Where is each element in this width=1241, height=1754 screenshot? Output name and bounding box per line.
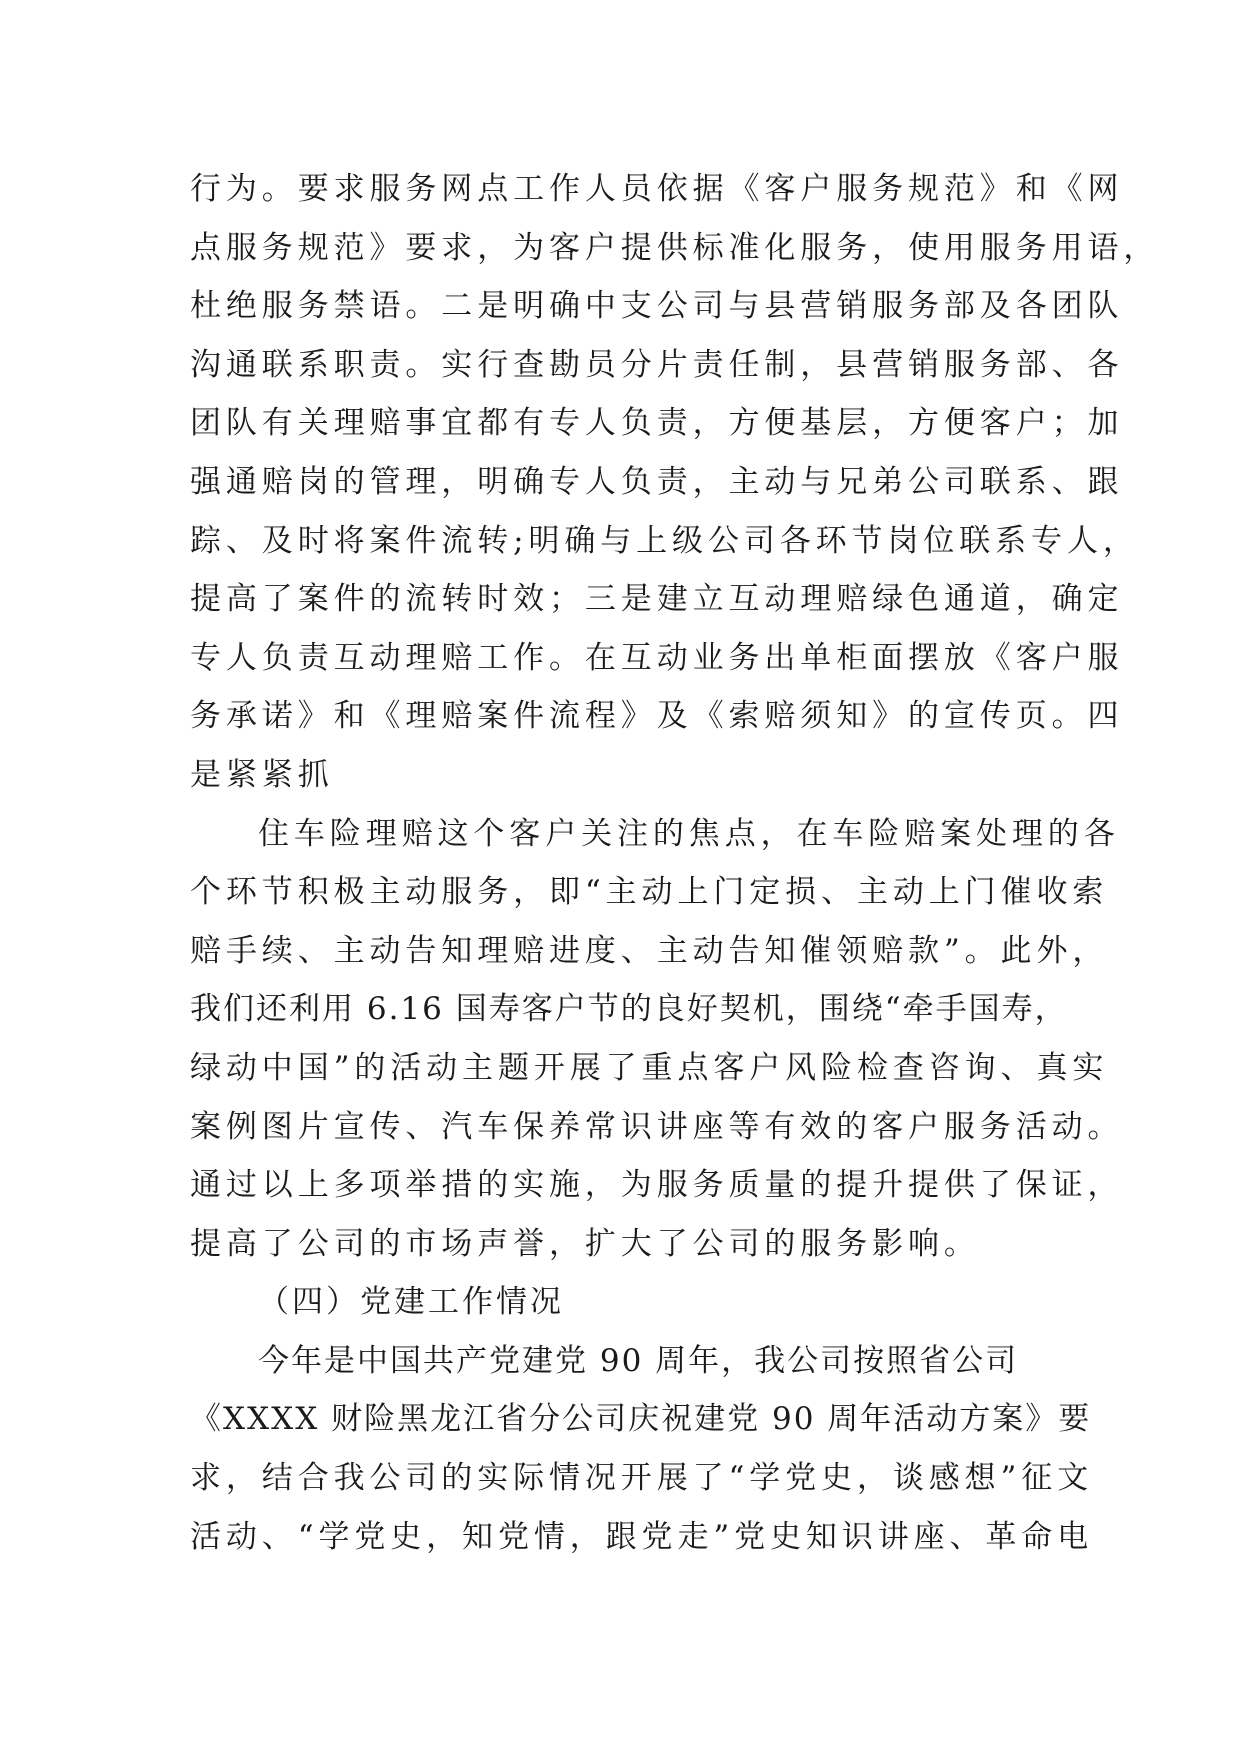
text-line: 杜绝服务禁语。二是明确中支公司与县营销服务部及各团队 [190,288,1124,325]
body-text [190,160,1160,1566]
text-line: 踪、及时将案件流转;明确与上级公司各环节岗位联系专人， [190,522,1139,559]
text-line: 提高了公司的市场声誉，扩大了公司的服务影响。 [190,1225,980,1262]
text-line: 强通赔岗的管理，明确专人负责，主动与兄弟公司联系、跟 [190,463,1124,500]
text-line: 求，结合我公司的实际情况开展了“学党史，谈感想”征文 [190,1460,1094,1497]
text-line: 团队有关理赔事宜都有专人负责，方便基层，方便客户；加 [190,405,1124,442]
text-line: 绿动中国”的活动主题开展了重点客户风险检查咨询、真实 [190,1049,1109,1086]
text-line: 活动、“学党史，知党情，跟党走”党史知识讲座、革命电 [190,1518,1094,1555]
text-line: 务承诺》和《理赔案件流程》及《索赔须知》的宣传页。四 [190,698,1124,735]
section-heading: （四）党建工作情况 [258,1284,564,1321]
paragraph-first-line: 今年是中国共产党建党 90 周年，我公司按照省公司 [258,1342,1019,1379]
text-line: 《XXXX 财险黑龙江省分公司庆祝建党 90 周年活动方案》要 [190,1401,1092,1438]
text-line: 提高了案件的流转时效；三是建立互动理赔绿色通道，确定 [190,581,1124,618]
paragraph-first-line: 住车险理赔这个客户关注的焦点，在车险赔案处理的各 [258,815,1120,852]
text-line: 是紧紧抓 [190,756,334,793]
text-line: 专人负责互动理赔工作。在互动业务出单柜面摆放《客户服 [190,639,1124,676]
text-line: 个环节积极主动服务，即“主动上门定损、主动上门催收索 [190,874,1109,911]
text-line: 赔手续、主动告知理赔进度、主动告知催领赔款”。此外， [190,932,1109,969]
text-line: 我们还利用 6.16 国寿客户节的良好契机，围绕“牵手国寿， [190,991,1068,1028]
text-line: 行为。要求服务网点工作人员依据《客户服务规范》和《网 [190,171,1124,207]
text-line: 沟通联系职责。实行查勘员分片责任制，县营销服务部、各 [190,346,1124,383]
text-line: 点服务规范》要求，为客户提供标准化服务，使用服务用语， [190,229,1160,266]
text-line: 通过以上多项举措的实施，为服务质量的提升提供了保证， [190,1167,1124,1204]
text-line: 案例图片宣传、汽车保养常识讲座等有效的客户服务活动。 [190,1108,1124,1145]
